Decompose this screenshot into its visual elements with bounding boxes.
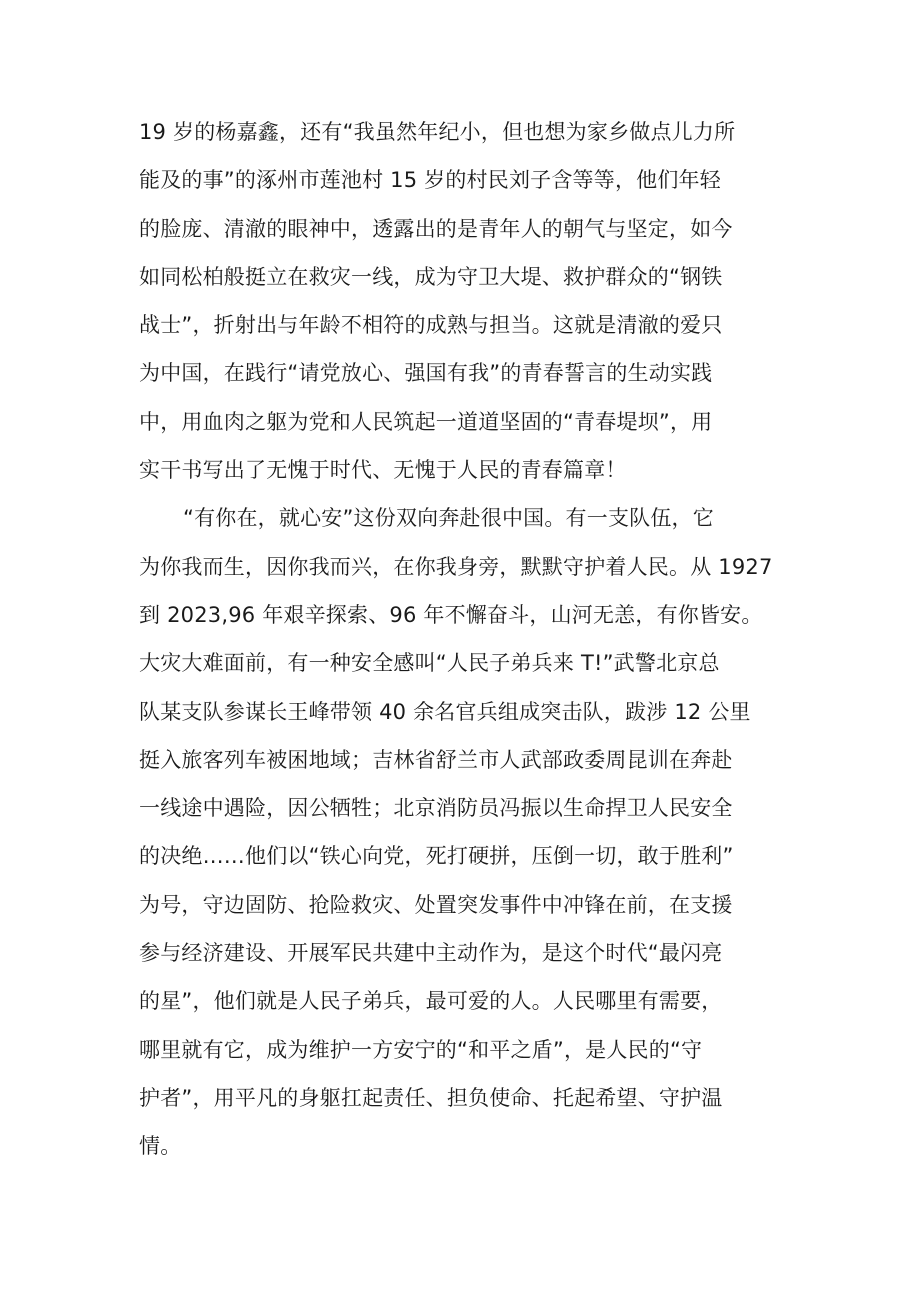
text-line: 队某支队参谋长王峰带领 40 余名官兵组成突击队，跋涉 12 公里 bbox=[139, 699, 751, 724]
text-line: 战士”，折射出与年龄不相符的成熟与担当。这就是清澈的爱只 bbox=[139, 313, 723, 338]
text-line: 参与经济建设、开展军民共建中主动作为，是这个时代“最闪亮 bbox=[139, 941, 723, 966]
text-line: 挺入旅客列车被困地域；吉林省舒兰市人武部政委周昆训在奔赴 bbox=[139, 747, 733, 772]
text-line: 实干书写出了无愧于时代、无愧于人民的青春篇章！ bbox=[139, 458, 627, 483]
text-line: 到 2023,96 年艰辛探索、96 年不懈奋斗，山河无恙，有你皆安。 bbox=[139, 602, 763, 627]
text-line: 19 岁的杨嘉鑫，还有“我虽然年纪小，但也想为家乡做点儿力所 bbox=[139, 120, 736, 144]
text-line: 哪里就有它，成为维护一方安宁的“和平之盾”，是人民的“守 bbox=[139, 1037, 703, 1062]
text-line: 大灾大难面前，有一种安全感叫“人民子弟兵来 T!”武警北京总 bbox=[139, 651, 720, 676]
text-line: 的脸庞、清澈的眼神中，透露出的是青年人的朝气与坚定，如今 bbox=[139, 216, 733, 241]
text-line: 护者”，用平凡的身躯扛起责任、担负使命、托起希望、守护温 bbox=[139, 1085, 723, 1110]
text-line: 的星”，他们就是人民子弟兵，最可爱的人。人民哪里有需要， bbox=[139, 989, 723, 1014]
text-line: 情。 bbox=[139, 1134, 182, 1159]
text-line: 如同松柏般挺立在救灾一线，成为守卫大堤、救护群众的“钢铁 bbox=[139, 264, 723, 289]
text-line: 为你我而生，因你我而兴，在你我身旁，默默守护着人民。从 1927 bbox=[139, 554, 773, 579]
text-line: 一线途中遇险，因公牺牲；北京消防员冯振以生命捍卫人民安全 bbox=[139, 796, 733, 821]
document-body bbox=[139, 108, 799, 1171]
paragraph-2 bbox=[139, 494, 799, 1170]
text-line: 中，用血肉之躯为党和人民筑起一道道坚固的“青春堤坝”，用 bbox=[139, 409, 713, 434]
text-line: 能及的事”的涿州市莲池村 15 岁的村民刘子含等等，他们年轻 bbox=[139, 168, 721, 193]
text-line: “有你在，就心安”这份双向奔赴很中国。有一支队伍，它 bbox=[183, 506, 714, 531]
text-line: 为号，守边固防、抢险救灾、处置突发事件中冲锋在前，在支援 bbox=[139, 892, 733, 917]
text-line: 为中国，在践行“请党放心、强国有我”的青春誓言的生动实践 bbox=[139, 361, 713, 386]
text-line: 的决绝……他们以“铁心向党，死打硬拼，压倒一切，敢于胜利” bbox=[139, 844, 734, 869]
paragraph-1 bbox=[139, 108, 799, 494]
